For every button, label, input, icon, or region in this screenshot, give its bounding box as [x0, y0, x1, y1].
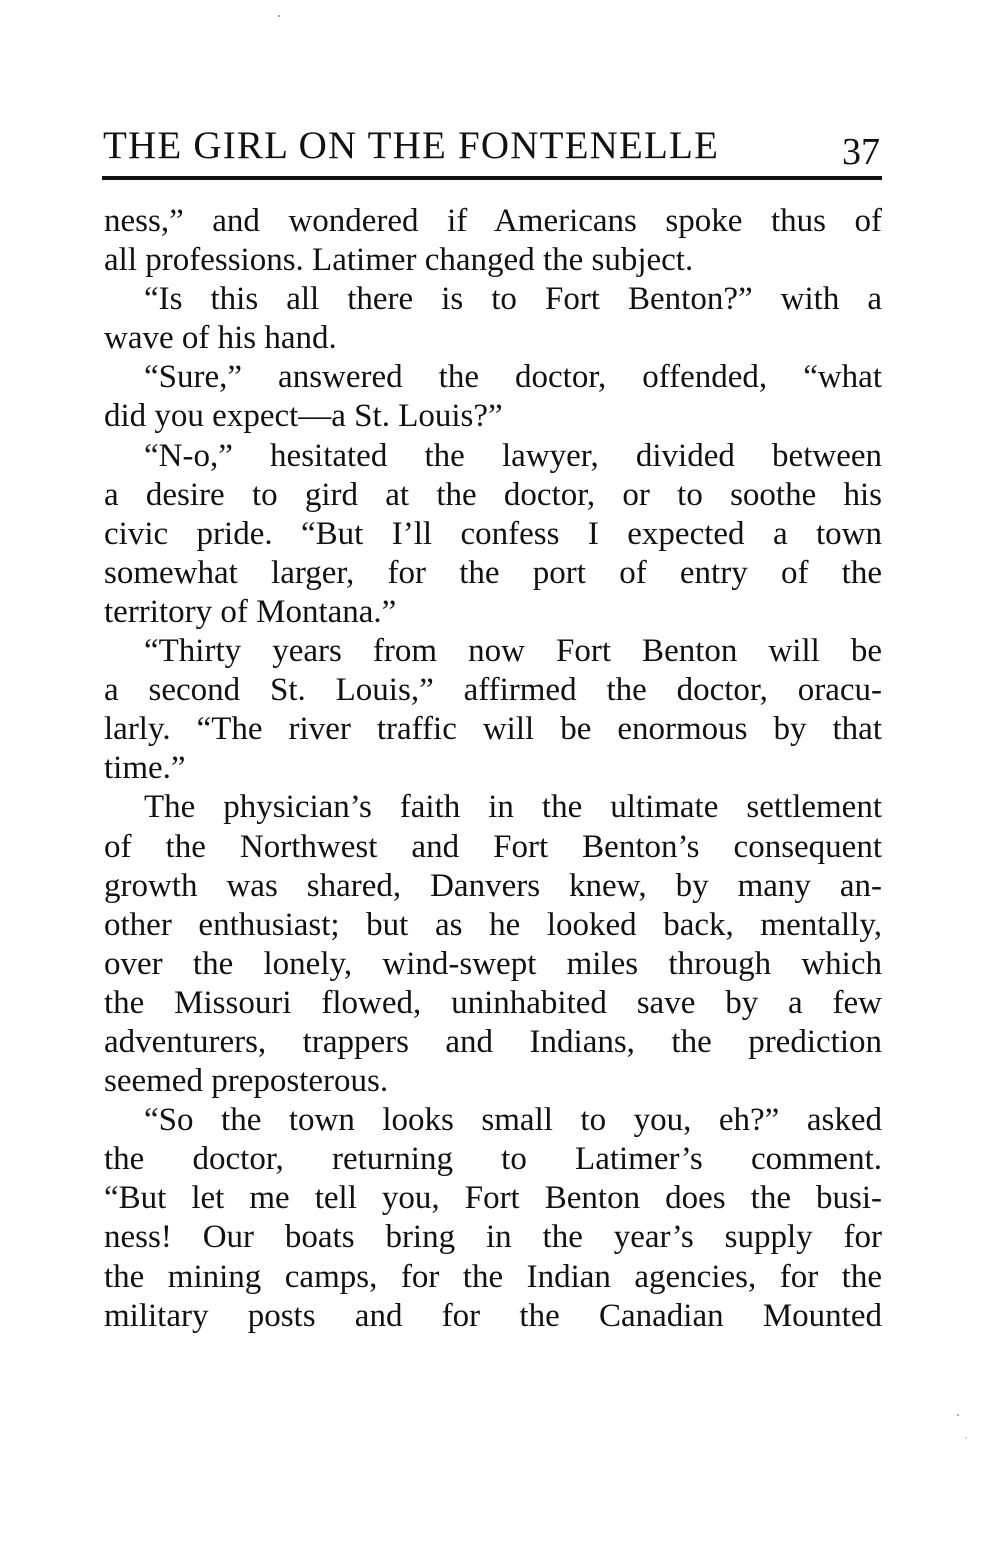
text-line: somewhat larger, for the port of entry of the — [104, 554, 882, 591]
text-line: larly. “The river traffic will be enormous by that — [104, 711, 882, 748]
text-line: a second St. Louis,” affirmed the doctor, oracu- — [104, 672, 882, 709]
text-line: adventurers, trappers and Indians, the prediction — [104, 1023, 882, 1060]
text-line: the Missouri flowed, uninhabited save by a few — [104, 984, 882, 1021]
text-line: “Sure,” answered the doctor, offended, “what — [144, 359, 882, 396]
text-line: “Is this all there is to Fort Benton?” with a — [144, 281, 882, 318]
text-line: The physician’s faith in the ultimate settlement — [144, 789, 882, 826]
text-line: ness! Our boats bring in the year’s supply for — [104, 1219, 882, 1256]
header-rule — [102, 176, 882, 180]
text-line: “So the town looks small to you, eh?” asked — [144, 1102, 882, 1139]
text-line: civic pride. “But I’ll confess I expected a town — [104, 515, 882, 552]
text-line: “But let me tell you, Fort Benton does the busi- — [104, 1180, 882, 1217]
text-line: of the Northwest and Fort Benton’s consequent — [104, 828, 882, 865]
text-line: territory of Montana.” — [104, 593, 397, 630]
text-line: “N-o,” hesitated the lawyer, divided between — [144, 437, 882, 474]
text-line: growth was shared, Danvers knew, by many an- — [104, 867, 882, 904]
text-line: the doctor, returning to Latimer’s comment. — [104, 1141, 882, 1178]
text-line: wave of his hand. — [104, 320, 337, 357]
text-line: “Thirty years from now Fort Benton will be — [144, 633, 882, 670]
text-line: the mining camps, for the Indian agencies, for the — [104, 1258, 882, 1295]
text-line: did you expect—a St. Louis?” — [104, 398, 503, 435]
body-text — [104, 202, 882, 1336]
dust-speck — [278, 15, 280, 17]
text-line: a desire to gird at the doctor, or to soothe his — [104, 476, 882, 513]
text-line: seemed preposterous. — [104, 1063, 389, 1100]
text-line: ness,” and wondered if Americans spoke thus of — [104, 203, 882, 239]
running-title: THE GIRL ON THE FONTENELLE — [103, 124, 720, 167]
text-line: over the lonely, wind-swept miles through which — [104, 945, 882, 982]
running-header — [103, 122, 883, 174]
text-line: other enthusiast; but as he looked back, mentally, — [104, 906, 882, 943]
dust-speck — [957, 1414, 959, 1416]
page-number: 37 — [842, 131, 880, 173]
dust-speck — [965, 1437, 967, 1439]
text-line: military posts and for the Canadian Mounted — [104, 1297, 882, 1334]
text-line: all professions. Latimer changed the subject. — [104, 242, 694, 279]
text-line: time.” — [104, 750, 186, 787]
